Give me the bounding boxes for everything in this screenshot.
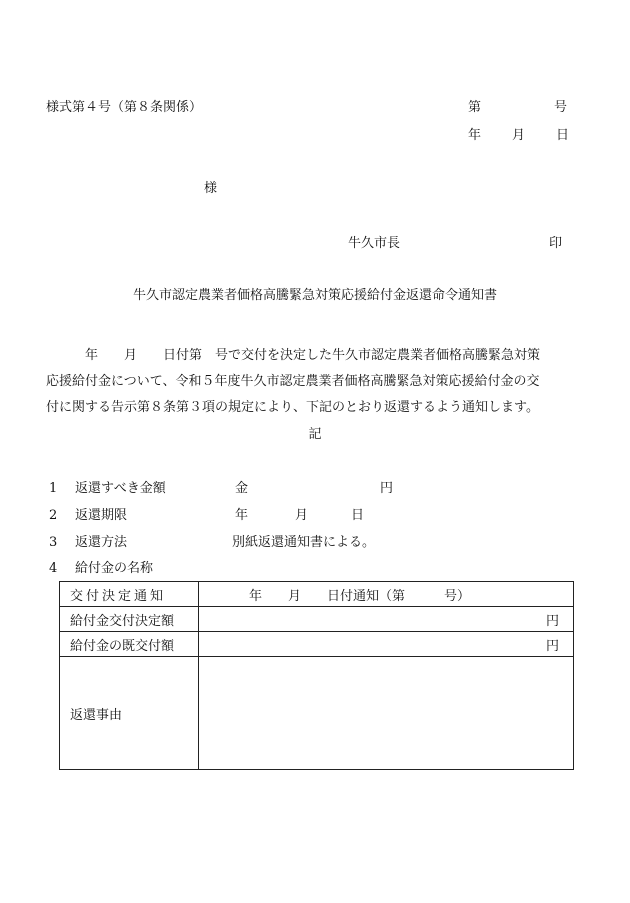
date-day: 日: [556, 128, 570, 143]
list-item: [49, 508, 127, 524]
deadline-day: 日: [351, 508, 365, 523]
addressee: 様: [204, 181, 218, 196]
table-unit: 円: [199, 607, 574, 632]
form-label: 様式第４号（第８条関係）: [46, 100, 203, 115]
doc-number-suffix: 号: [554, 100, 568, 115]
body-line-1: 年 月 日付第 号で交付を決定した牛久市認定農業者価格高騰緊急対策: [46, 348, 541, 363]
item-value: 別紙返還通知書による。: [232, 535, 376, 550]
body-text: [46, 343, 596, 421]
deadline-month: 月: [295, 508, 309, 523]
item-label: 返還期限: [75, 508, 128, 523]
item-label: 返還すべき金額: [75, 481, 166, 496]
item-number: 4: [49, 561, 58, 576]
table-row: [60, 657, 574, 770]
grant-info-table: [59, 581, 574, 770]
table-unit: 円: [199, 632, 574, 657]
table-row: [60, 582, 574, 607]
table-label: 返還事由: [60, 657, 199, 770]
document-title: 牛久市認定農業者価格高騰緊急対策応援給付金返還命令通知書: [132, 288, 497, 303]
table-value: [199, 657, 574, 770]
table-row: [60, 607, 574, 632]
ki-heading: 記: [308, 427, 322, 442]
date-month: 月: [512, 128, 526, 143]
body-line-2: 応援給付金について、令和５年度牛久市認定農業者価格高騰緊急対策応援給付金の交: [46, 374, 540, 389]
deadline-year: 年: [235, 508, 249, 523]
seal-mark: 印: [549, 236, 563, 251]
list-item: [49, 561, 153, 577]
sender-name: 牛久市長: [348, 236, 401, 251]
doc-number-prefix: 第: [468, 100, 482, 115]
date-year: 年: [468, 128, 482, 143]
table-value: 年 月 日付通知（第 号）: [199, 582, 574, 607]
item-value: 金: [235, 481, 249, 496]
list-item: [49, 535, 127, 551]
list-item: [49, 481, 166, 497]
table-row: [60, 632, 574, 657]
item-unit: 円: [380, 481, 394, 496]
item-label: 給付金の名称: [75, 561, 154, 576]
body-line-3: 付に関する告示第８条第３項の規定により、下記のとおり返還するよう通知します。: [46, 400, 539, 415]
item-number: 3: [49, 535, 58, 550]
item-number: 2: [49, 508, 58, 523]
table-label: 給付金交付決定額: [60, 607, 199, 632]
item-number: 1: [49, 481, 58, 496]
item-label: 返還方法: [75, 535, 128, 550]
table-label: 給付金の既交付額: [60, 632, 199, 657]
table-label: 交付決定通知: [60, 582, 199, 607]
